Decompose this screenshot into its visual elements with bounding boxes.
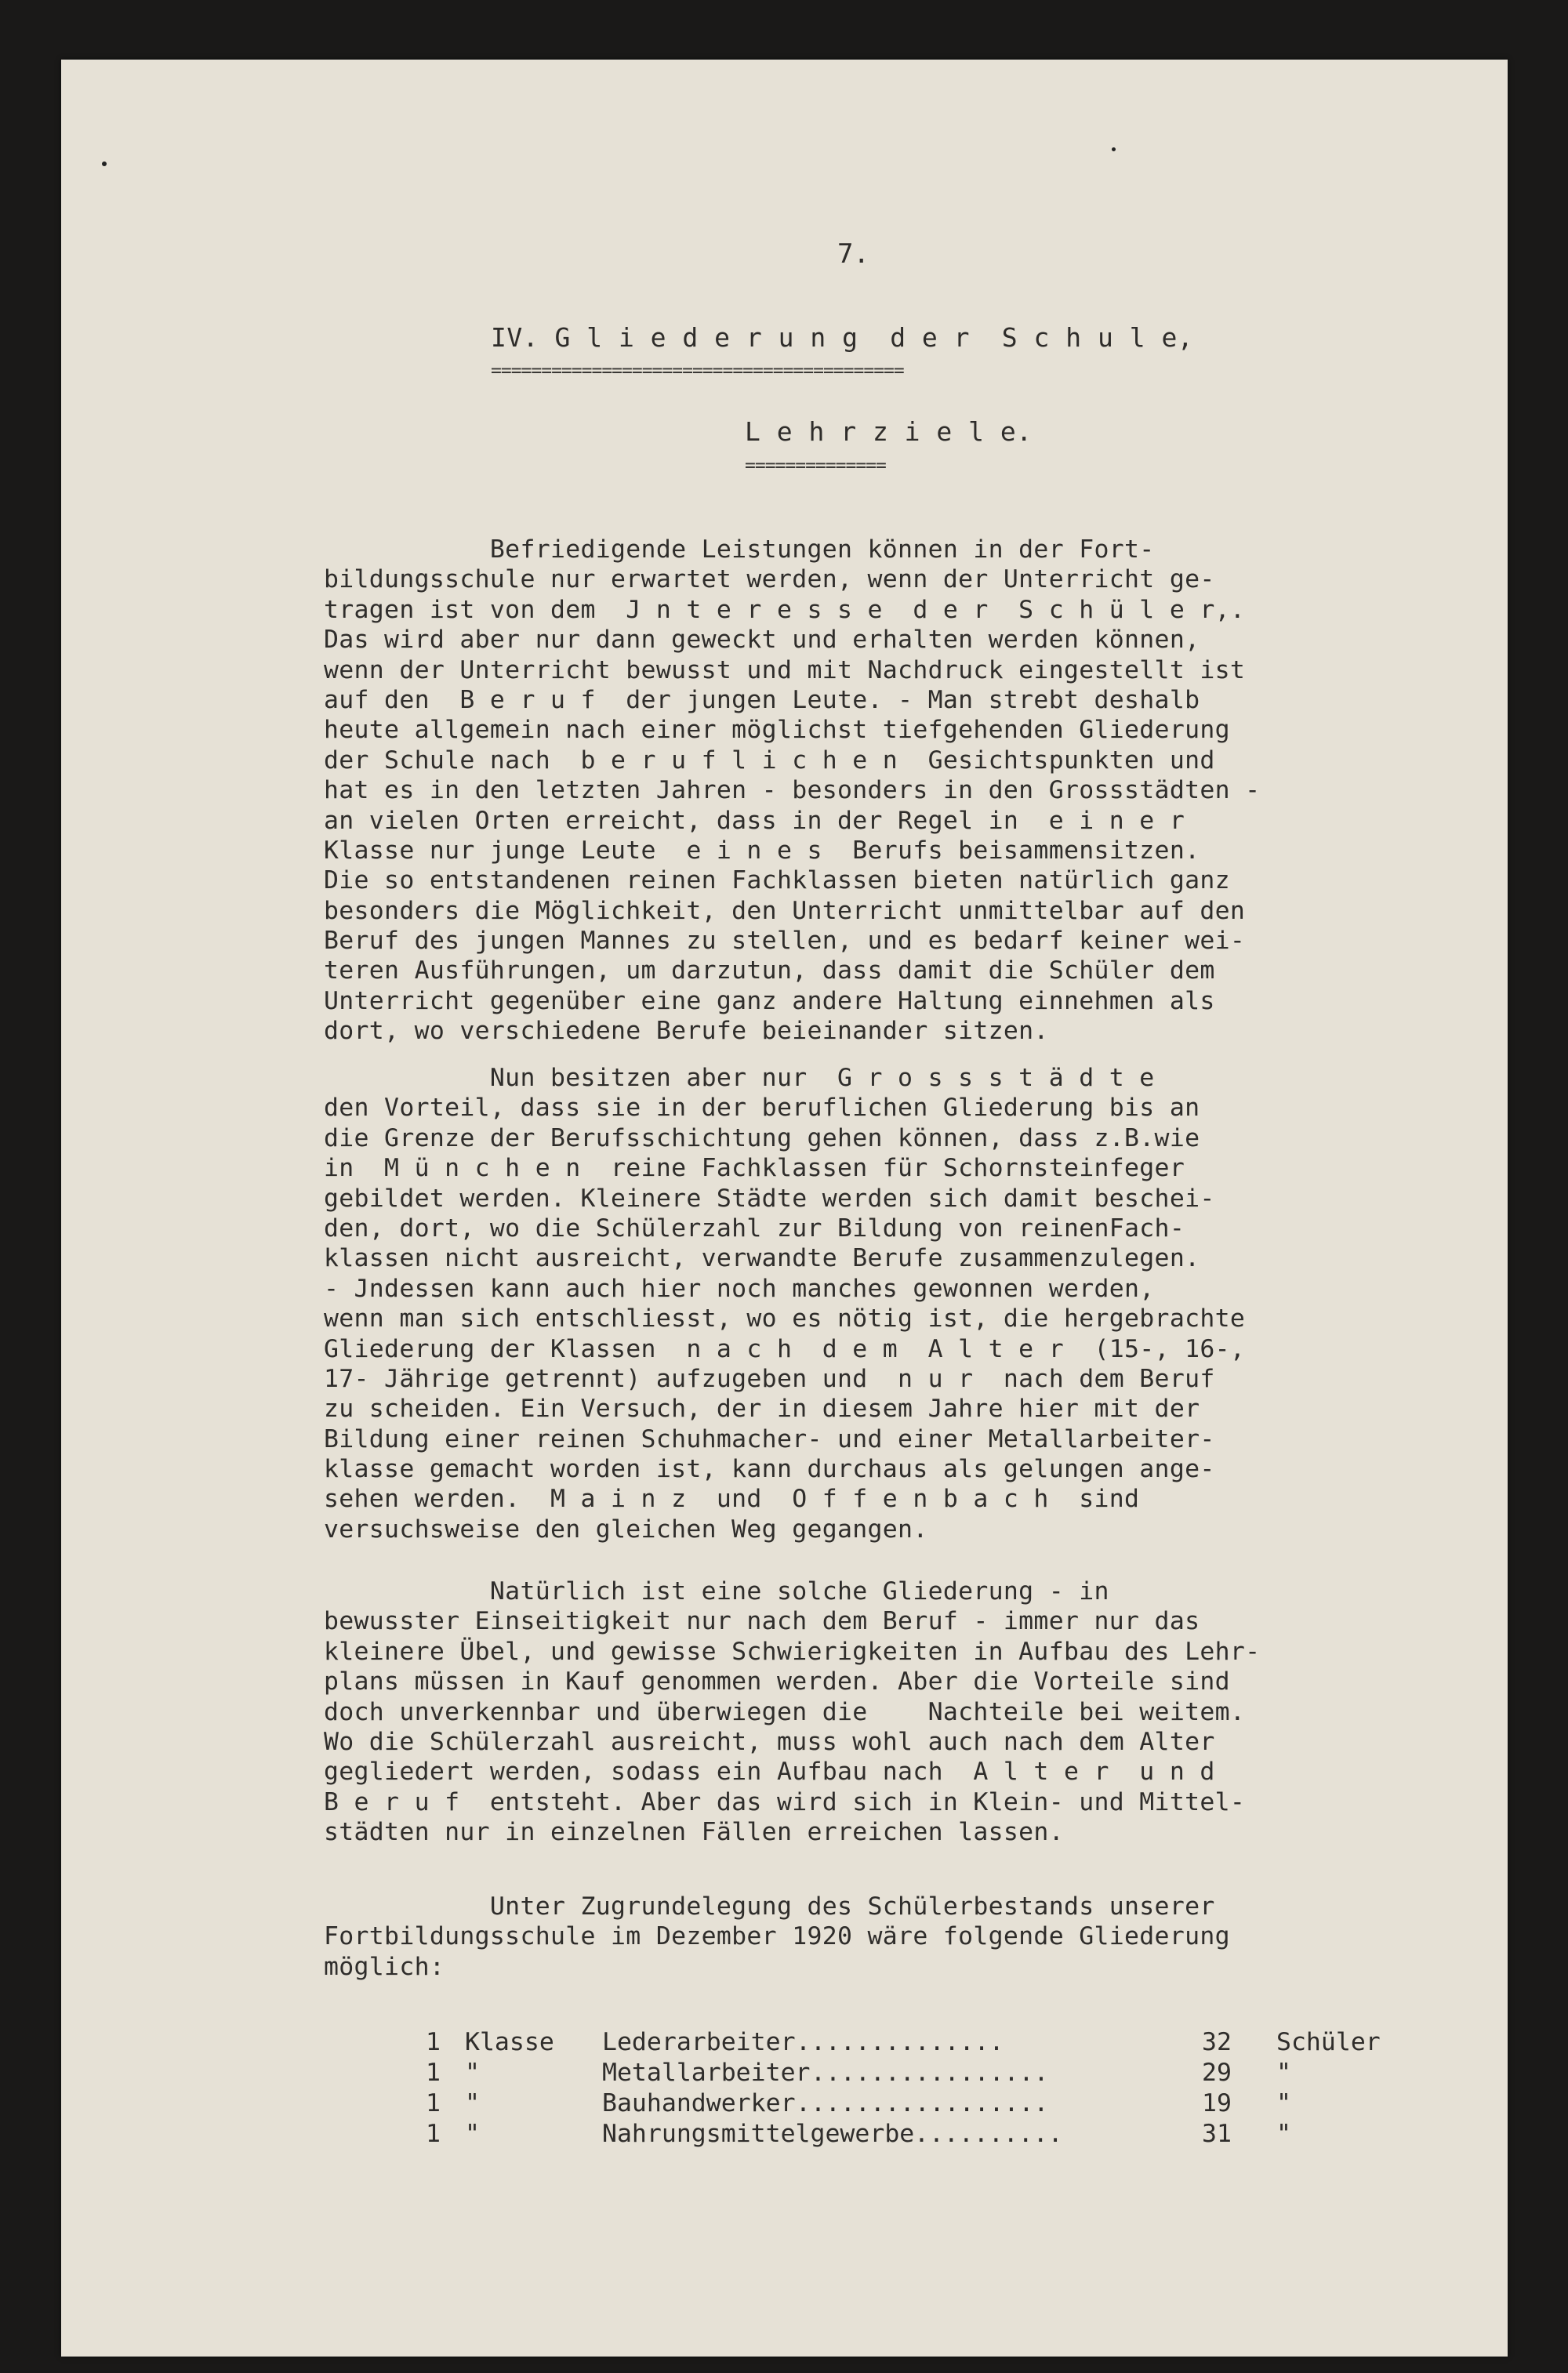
text-line: plans müssen in Kauf genommen werden. Aber die Vorteile sind [324,1667,1230,1696]
class-row [426,2119,1445,2150]
student-count: 32 [1202,2028,1232,2056]
trade-name: Nahrungsmittelgewerbe [602,2120,915,2148]
text-line: möglich: [324,1952,445,1981]
subheading-underline: ============== [745,455,886,476]
text-line: - Jndessen kann auch hier noch manches gewonnen werden, [324,1274,1155,1303]
text-line: städten nur in einzelnen Fällen erreichen lassen. [324,1818,1064,1847]
paragraph-1 [324,535,1508,1047]
leader-dots: .............. [796,2028,1004,2056]
text-line: auf den B e r u f der jungen Leute. - Man strebt deshalb [324,685,1200,714]
text-line: den Vorteil, dass sie in der beruflichen Gliederung bis an [324,1094,1200,1123]
page-number: 7. [837,238,869,270]
text-line: zu scheiden. Ein Versuch, der in diesem Jahre hier mit der [324,1395,1200,1424]
trade-name: Bauhandwerker [602,2089,796,2117]
leader-dots: ................. [796,2089,1049,2117]
class-unit: " [465,2120,480,2148]
paper-speck [1112,147,1116,151]
student-label: " [1276,2120,1291,2148]
class-unit: " [465,2089,480,2117]
text-line: versuchsweise den gleichen Weg gegangen. [324,1515,928,1544]
student-count: 19 [1202,2089,1232,2117]
class-row [426,2088,1445,2119]
student-label: " [1276,2059,1291,2087]
text-line: besonders die Möglichkeit, den Unterricht unmittelbar auf den [324,896,1246,925]
text-line: in M ü n c h e n reine Fachklassen für Schornsteinfeger [324,1154,1185,1183]
class-row [426,2027,1445,2058]
text-line: Befriedigende Leistungen können in der Fort- [324,535,1155,564]
class-count: 1 [426,2089,441,2117]
student-count: 29 [1202,2059,1232,2087]
text-line: Unterricht gegenüber eine ganz andere Haltung einnehmen als [324,986,1215,1015]
text-line: bildungsschule nur erwartet werden, wenn der Unterricht ge- [324,565,1215,594]
text-line: klassen nicht ausreicht, verwandte Berufe zusammenzulegen. [324,1244,1200,1273]
paragraph-3 [324,1577,1508,1848]
text-line: den, dort, wo die Schülerzahl zur Bildung von reinenFach- [324,1214,1185,1243]
text-line: Die so entstandenen reinen Fachklassen bieten natürlich ganz [324,866,1230,895]
text-line: wenn der Unterricht bewusst und mit Nachdruck eingestellt ist [324,655,1246,684]
trade-name: Lederarbeiter [602,2028,796,2056]
text-line: bewusster Einseitigkeit nur nach dem Beruf - immer nur das [324,1607,1200,1636]
text-line: Bildung einer reinen Schuhmacher- und einer Metallarbeiter- [324,1424,1215,1453]
leader-dots: .......... [914,2120,1063,2148]
text-line: wenn man sich entschliesst, wo es nötig ist, die hergebrachte [324,1304,1246,1333]
trade-name: Metallarbeiter [602,2059,811,2087]
text-line: sehen werden. M a i n z und O f f e n b a c h sind [324,1485,1140,1514]
text-line: heute allgemein nach einer möglichst tiefgehenden Gliederung [324,716,1230,745]
class-count: 1 [426,2028,441,2056]
text-line: teren Ausführungen, um darzutun, dass damit die Schüler dem [324,956,1215,985]
section-heading: IV. G l i e d e r u n g d e r S c h u l e, [491,322,1194,353]
text-line: Wo die Schülerzahl ausreicht, muss wohl auch nach dem Alter [324,1727,1215,1756]
student-label: " [1276,2089,1291,2117]
text-line: doch unverkennbar und überwiegen die Nachteile bei weitem. [324,1697,1246,1726]
text-line: Natürlich ist eine solche Gliederung - in [324,1577,1109,1606]
text-line: der Schule nach b e r u f l i c h e n Gesichtspunkten und [324,746,1215,775]
text-line: gebildet werden. Kleinere Städte werden sich damit beschei- [324,1184,1215,1213]
paragraph-4 [324,1892,1508,1982]
text-line: dort, wo verschiedene Berufe beieinander sitzen. [324,1017,1049,1046]
text-line: hat es in den letzten Jahren - besonders in den Grossstädten - [324,776,1261,805]
student-label: Schüler [1276,2028,1381,2056]
paper-speck [102,161,107,166]
section-heading-underline: ========================================= [491,361,904,381]
text-line: Unter Zugrundelegung des Schülerbestands unserer [324,1892,1215,1921]
text-line: Nun besitzen aber nur G r o s s s t ä d t e [324,1064,1155,1092]
document-page [61,60,1508,2357]
student-count: 31 [1202,2120,1232,2148]
text-line: B e r u f entsteht. Aber das wird sich in Klein- und Mittel- [324,1787,1246,1816]
subheading: L e h r z i e l e. [745,416,1033,447]
text-line: gegliedert werden, sodass ein Aufbau nach A l t e r u n d [324,1758,1215,1787]
text-line: klasse gemacht worden ist, kann durchaus als gelungen ange- [324,1455,1215,1484]
text-line: kleinere Übel, und gewisse Schwierigkeiten in Aufbau des Lehr- [324,1637,1261,1666]
text-line: 17- Jährige getrennt) aufzugeben und n u r nach dem Beruf [324,1364,1215,1393]
paragraph-2 [324,1063,1508,1544]
class-count: 1 [426,2059,441,2087]
text-line: tragen ist von dem J n t e r e s s e d e r S c h ü l e r,. [324,595,1246,624]
class-unit: Klasse [465,2028,554,2056]
text-line: Beruf des jungen Mannes zu stellen, und es bedarf keiner wei- [324,927,1246,956]
class-table [426,2027,1445,2150]
class-unit: " [465,2059,480,2087]
text-line: Fortbildungsschule im Dezember 1920 wäre folgende Gliederung [324,1922,1230,1951]
text-line: Das wird aber nur dann geweckt und erhalten werden können, [324,626,1200,655]
text-line: Gliederung der Klassen n a c h d e m A l t e r (15-, 16-, [324,1334,1246,1363]
class-row [426,2058,1445,2088]
text-line: die Grenze der Berufsschichtung gehen können, dass z.B.wie [324,1123,1200,1152]
text-line: an vielen Orten erreicht, dass in der Regel in e i n e r [324,806,1185,835]
text-line: Klasse nur junge Leute e i n e s Berufs beisammensitzen. [324,836,1200,865]
class-count: 1 [426,2120,441,2148]
leader-dots: ................ [811,2059,1049,2087]
